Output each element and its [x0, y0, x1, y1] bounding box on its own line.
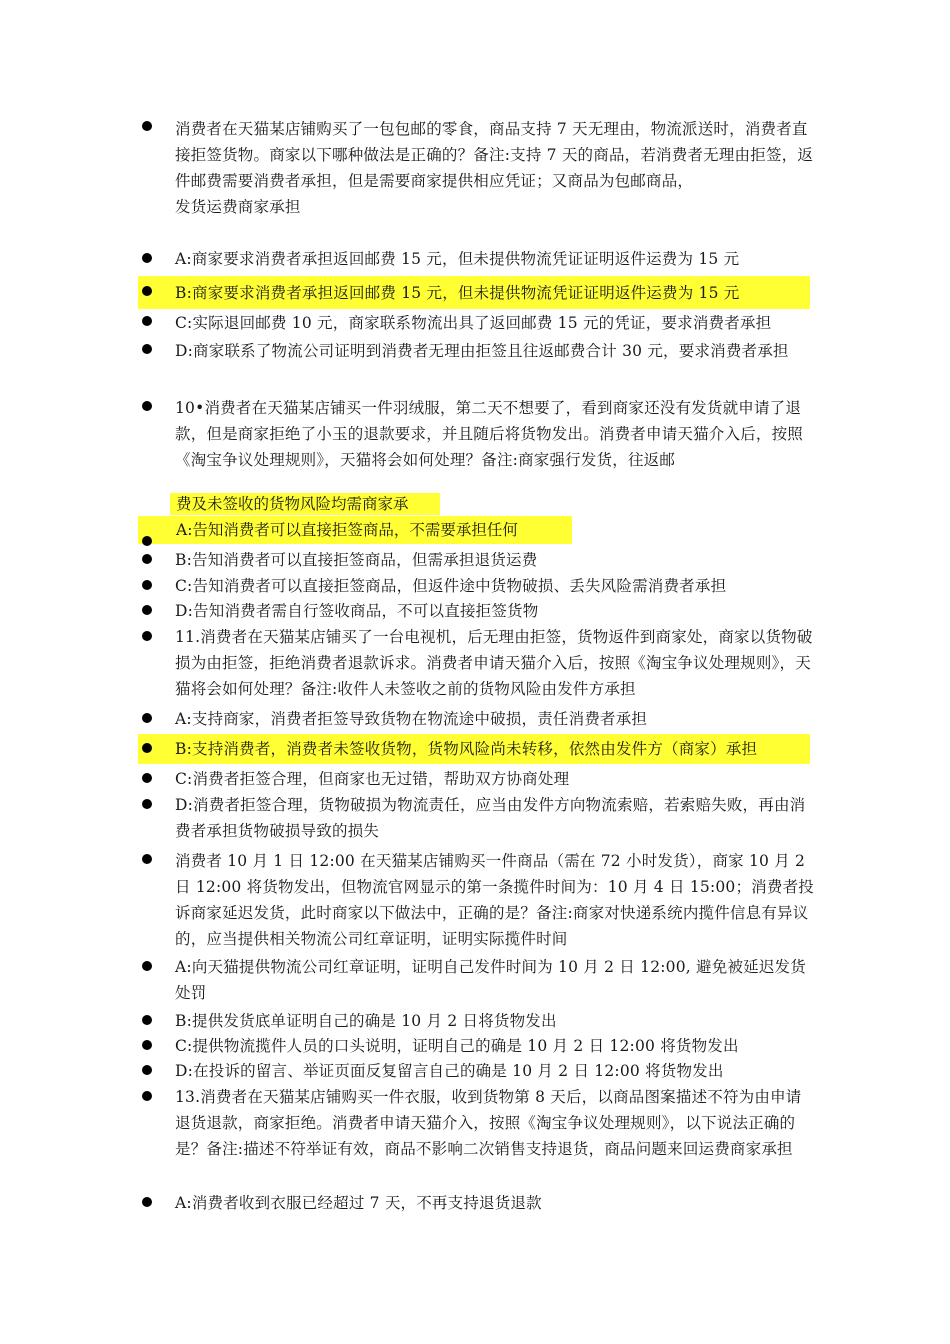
bullet-icon: [142, 121, 152, 131]
option-c: C:告知消费者可以直接拒签商品，但返件途中货物破损、丢失风险需消费者承担: [175, 577, 727, 595]
stem-fragment: 费及未签收的货物风险均需商家承: [176, 495, 409, 513]
question-stem: 消费者在天猫某店铺购买了一包包邮的零食，商品支持 7 天无理由，物流派送时，消费者直接拒签货物。商家以下哪种做法是正确的？备注:支持 7 天的商品，若消费者无理由拒签，返件邮费需要消费者承担，但是需要商家提供相应凭证；又商品为包邮商品， 发货运费商家承担: [175, 120, 814, 216]
bullet-icon: [142, 253, 152, 263]
question-stem: 消费者 10 月 1 日 12:00 在天猫某店铺购买一件商品（需在 72 小时发货），商家 10 月 2 日 12:00 将货物发出，但物流官网显示的第一条揽件时间为：10 月 4 日 15:00；消费者投诉商家延迟发货，此时商家以下做法中，正确的是？备注:商家对快递系统内揽件信息有异议的，应当提供相关物流公司红章证明，证明实际揽件时间: [175, 852, 814, 948]
option-a: A:向天猫提供物流公司红章证明，证明自己发件时间为 10 月 2 日 12:00, 避免被延迟发货处罚: [175, 958, 806, 1002]
question-stem: 10•消费者在天猫某店铺买一件羽绒服，第二天不想要了，看到商家还没有发货就申请了退款，但是商家拒绝了小玉的退款要求，并且随后将货物发出。消费者申请天猫介入后，按照《淘宝争议处理规则》，天猫将会如何处理？备注:商家强行发货，往返邮: [175, 399, 804, 469]
option-d: D:在投诉的留言、举证页面反复留言自己的确是 10 月 2 日 12:00 将货物发出: [175, 1062, 724, 1080]
bullet-icon: [142, 1065, 152, 1075]
option-c: C:提供物流揽件人员的口头说明，证明自己的确是 10 月 2 日 12:00 将货物发出: [175, 1037, 739, 1055]
bullet-icon: [142, 1091, 152, 1101]
option-b: B:提供发货底单证明自己的确是 10 月 2 日将货物发出: [175, 1012, 557, 1030]
bullet-icon: [142, 344, 152, 354]
bullet-icon: [142, 961, 152, 971]
bullet-icon: [142, 605, 152, 615]
option-a: A:消费者收到衣服已经超过 7 天，不再支持退货退款: [175, 1194, 542, 1212]
bullet-icon: [142, 554, 152, 564]
option-b: B:告知消费者可以直接拒签商品，但需承担退货运费: [175, 551, 538, 569]
option-b: B:商家要求消费者承担返回邮费 15 元，但未提供物流凭证证明返件运费为 15 元: [175, 284, 740, 302]
bullet-icon: [142, 1040, 152, 1050]
option-d: D:商家联系了物流公司证明到消费者无理由拒签且往返邮费合计 30 元，要求消费者承担: [175, 342, 789, 360]
bullet-icon: [142, 316, 152, 326]
bullet-icon: [142, 713, 152, 723]
bullet-icon: [142, 743, 152, 753]
question-stem: 11.消费者在天猫某店铺买了一台电视机，后无理由拒签，货物返件到商家处，商家以货物破损为由拒签，拒绝消费者退款诉求。消费者申请天猫介入后，按照《淘宝争议处理规则》，天猫将会如何处理？备注:收件人未签收之前的货物风险由发件方承担: [175, 628, 813, 698]
bullet-icon: [142, 1015, 152, 1025]
option-b: B:支持消费者，消费者未签收货物，货物风险尚未转移，依然由发件方（商家）承担: [175, 740, 758, 758]
bullet-icon: [142, 854, 152, 864]
bullet-icon: [142, 799, 152, 809]
bullet-icon: [142, 773, 152, 783]
option-c: C:消费者拒签合理，但商家也无过错，帮助双方协商处理: [175, 770, 570, 788]
option-c: C:实际退回邮费 10 元，商家联系物流出具了返回邮费 15 元的凭证，要求消费者承担: [175, 314, 772, 332]
bullet-icon: [142, 286, 152, 296]
option-a: A:商家要求消费者承担返回邮费 15 元，但未提供物流凭证证明返件运费为 15 元: [175, 250, 740, 268]
bullet-icon: [142, 580, 152, 590]
option-d: D:告知消费者需自行签收商品，不可以直接拒签货物: [175, 602, 539, 620]
bullet-icon: [142, 536, 152, 546]
bullet-icon: [142, 631, 152, 641]
option-a: A:告知消费者可以直接拒签商品，不需要承担任何: [176, 521, 518, 539]
option-d: D:消费者拒签合理，货物破损为物流责任，应当由发件方向物流索赔，若索赔失败，再由消费者承担货物破损导致的损失: [175, 796, 806, 840]
bullet-icon: [142, 401, 152, 411]
bullet-icon: [142, 1197, 152, 1207]
question-stem: 13.消费者在天猫某店铺购买一件衣服，收到货物第 8 天后，以商品图案描述不符为由申请退货退款，商家拒绝。消费者申请天猫介入，按照《淘宝争议处理规则》，以下说法正确的是？备注:描述不符举证有效，商品不影响二次销售支持退货，商品问题来回运费商家承担: [175, 1088, 802, 1158]
option-a: A:支持商家，消费者拒签导致货物在物流途中破损，责任消费者承担: [175, 710, 648, 728]
